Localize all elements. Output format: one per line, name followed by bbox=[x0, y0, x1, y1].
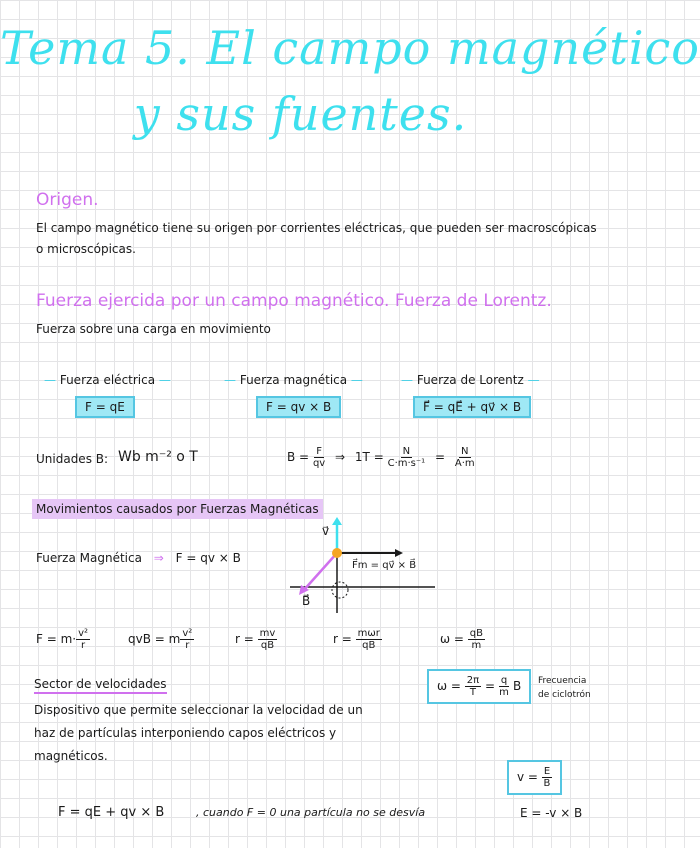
movimientos-heading: Movimientos causados por Fuerzas Magnéticas bbox=[32, 499, 323, 519]
page-title-line2: y sus fuentes. bbox=[133, 87, 468, 141]
eq-omega: ω = $\frac{qB}{m}$ bbox=[440, 628, 483, 651]
b-definition: B = $\frac{F}{qv}$ ⇒ 1T = $\frac{N}{\text{C·m·s⁻¹}}$ = $\frac{N}{A\cdot m}$ bbox=[287, 446, 475, 469]
bottom-text: , cuando F = 0 una partícula no se desvía bbox=[196, 806, 426, 819]
unidades-value: Wb m⁻² o T bbox=[118, 449, 198, 465]
origen-heading: Origen. bbox=[36, 190, 99, 210]
sector-text-3: magnéticos. bbox=[34, 749, 108, 763]
cyclotron-frequency-box: ω = $\frac{2\pi}{T}$ = $\frac{q}{m}$ B bbox=[427, 669, 531, 704]
eq-radius-omega: r = $\frac{\text{mωr}}{qB}$ bbox=[333, 628, 380, 651]
bottom-formula: F = qE + qv × B bbox=[58, 805, 165, 820]
page-title: Tema 5. El campo magnético bbox=[0, 21, 700, 75]
v-vector-label: v⃗ bbox=[322, 524, 330, 538]
b-vector-label: B⃗ bbox=[302, 594, 311, 608]
sector-text-2: haz de partículas interponiendo capos eléctricos y bbox=[34, 726, 337, 740]
fuerza-magnetica-formula: F = qv × B bbox=[256, 396, 341, 418]
origen-text-2: o microscópicas. bbox=[36, 242, 136, 256]
fuerza-lorentz-formula: F⃗ = qE⃗ + qv⃗ × B bbox=[413, 396, 531, 418]
ciclotron-label: de ciclotrón bbox=[538, 690, 591, 700]
fuerza-lorentz-label: — Fuerza de Lorentz — bbox=[401, 373, 540, 387]
fuerza-electrica-label: — Fuerza eléctrica — bbox=[44, 373, 171, 387]
fuerza-magnetica-row: Fuerza Magnética ⇒ F = qv × B bbox=[36, 551, 241, 565]
origen-text-1: El campo magnético tiene su origen por corrientes eléctricas, que pueden ser macroscópicas bbox=[36, 221, 597, 235]
sector-heading: Sector de velocidades bbox=[34, 677, 167, 694]
sector-text-1: Dispositivo que permite seleccionar la velocidad de un bbox=[34, 703, 363, 717]
eq-radius: r = $\frac{mv}{qB}$ bbox=[235, 628, 276, 651]
fuerza-electrica-formula: F = qE bbox=[75, 396, 135, 418]
fuerza-sub: Fuerza sobre una carga en movimiento bbox=[36, 322, 271, 336]
fuerza-magnetica-label: — Fuerza magnética — bbox=[224, 373, 363, 387]
eq-newton: F = m· $\frac{\text{v²}}{r}$ bbox=[36, 628, 89, 651]
frecuencia-label: Frecuencia bbox=[538, 676, 587, 686]
fuerza-heading: Fuerza ejercida por un campo magnético. Fuerza de Lorentz. bbox=[36, 291, 552, 311]
fm-vector-label: F⃗m = qv⃗ × B⃗ bbox=[352, 560, 417, 571]
bottom-right-formula: E = -v × B bbox=[520, 806, 583, 820]
velocity-selector-box: v = $\frac{E}{B}$ bbox=[507, 760, 562, 795]
eq-qvb: qvB = m $\frac{\text{v²}}{r}$ bbox=[128, 628, 193, 651]
unidades-label: Unidades B: bbox=[36, 452, 109, 466]
